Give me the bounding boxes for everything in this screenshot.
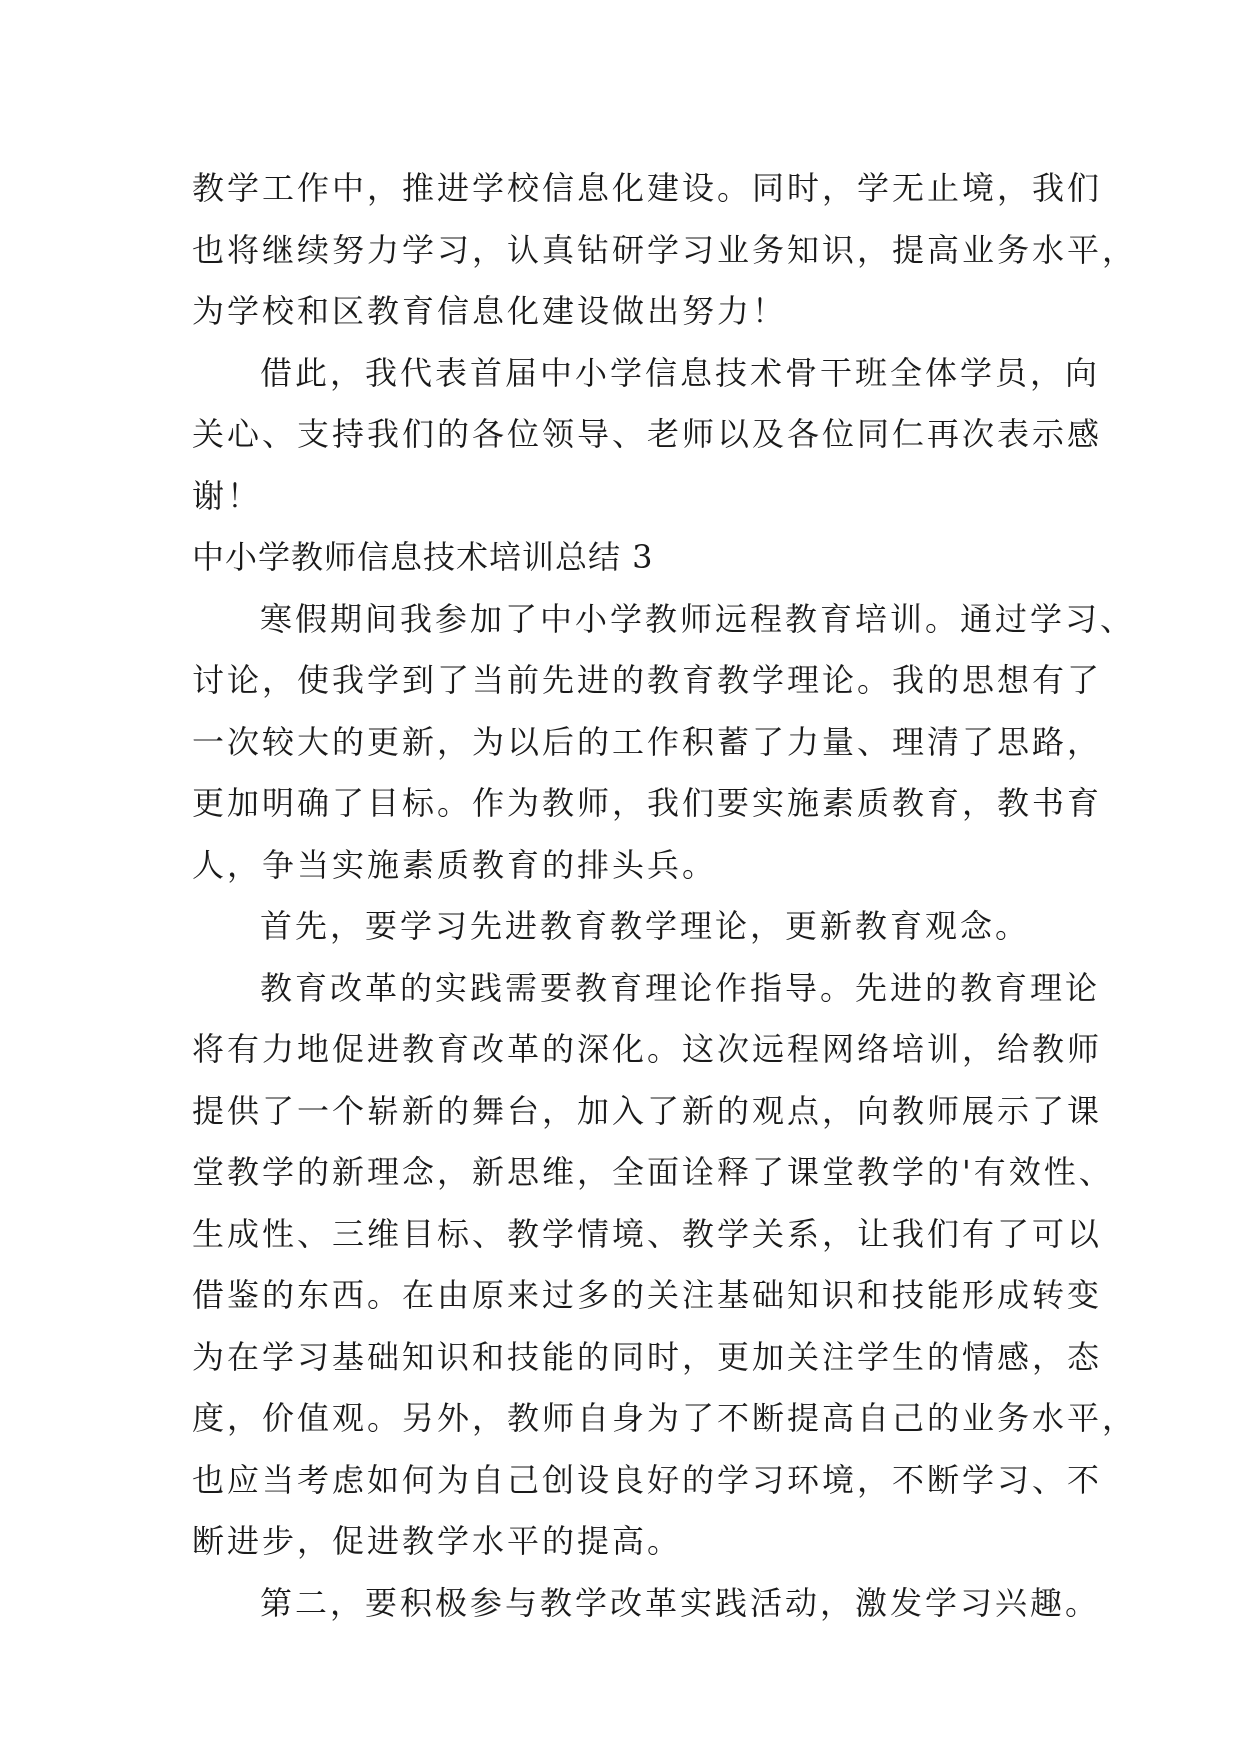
text-line: 第二，要积极参与教学改革实践活动，激发学习兴趣。: [260, 1583, 1101, 1622]
document-body: [192, 158, 1138, 1634]
text-line: 借鉴的东西。在由原来过多的关注基础知识和技能形成转变: [192, 1276, 1103, 1314]
text-line: 断进步，促进教学水平的提高。: [192, 1522, 683, 1560]
text-line: 将有力地促进教育改革的深化。这次远程网络培训，给教师: [192, 1030, 1103, 1068]
text-line: 讨论，使我学到了当前先进的教育教学理论。我的思想有了: [192, 661, 1103, 699]
text-line: 提供了一个崭新的舞台，加入了新的观点，向教师展示了课: [192, 1091, 1103, 1130]
text-line: 人，争当实施素质教育的排头兵。: [192, 845, 718, 884]
text-line: 一次较大的更新，为以后的工作积蓄了力量、理清了思路，: [192, 722, 1103, 761]
paragraph-second-point: [192, 1573, 1101, 1635]
text-line: 度，价值观。另外，教师自身为了不断提高自己的业务水平，: [192, 1399, 1138, 1437]
paragraph-theory: [192, 958, 1138, 1573]
text-line: 借此，我代表首届中小学信息技术骨干班全体学员，向: [260, 353, 1101, 392]
text-line: 也应当考虑如何为自己创设良好的学习环境，不断学习、不: [192, 1460, 1103, 1499]
text-line: 教学工作中，推进学校信息化建设。同时，学无止境，我们: [192, 169, 1103, 207]
text-line: 也将继续努力学习，认真钻研学习业务知识，提高业务水平，: [192, 230, 1138, 269]
text-line: 为在学习基础知识和技能的同时，更加关注学生的情感，态: [192, 1337, 1103, 1376]
text-line: 谢！: [192, 476, 263, 515]
paragraph-thanks: [192, 343, 1103, 528]
paragraph-continuation: [192, 158, 1138, 343]
text-line: 首先，要学习先进教育教学理论，更新教育观念。: [260, 907, 1031, 945]
text-line: 关心、支持我们的各位领导、老师以及各位同仁再次表示感: [192, 415, 1103, 453]
text-line: 更加明确了目标。作为教师，我们要实施素质教育，教书育: [192, 784, 1103, 822]
text-line: 堂教学的新理念，新思维，全面诠释了课堂教学的'有效性、: [192, 1153, 1114, 1191]
text-line: 寒假期间我参加了中小学教师远程教育培训。通过学习、: [260, 599, 1136, 638]
text-line: 生成性、三维目标、教学情境、教学关系，让我们有了可以: [192, 1214, 1103, 1253]
section-heading: 中小学教师信息技术培训总结 3: [192, 538, 654, 576]
paragraph-first-point: [192, 896, 1072, 958]
text-line: 为学校和区教育信息化建设做出努力！: [192, 292, 788, 330]
text-line: 教育改革的实践需要教育理论作指导。先进的教育理论: [260, 968, 1101, 1007]
paragraph-intro: [192, 589, 1136, 897]
